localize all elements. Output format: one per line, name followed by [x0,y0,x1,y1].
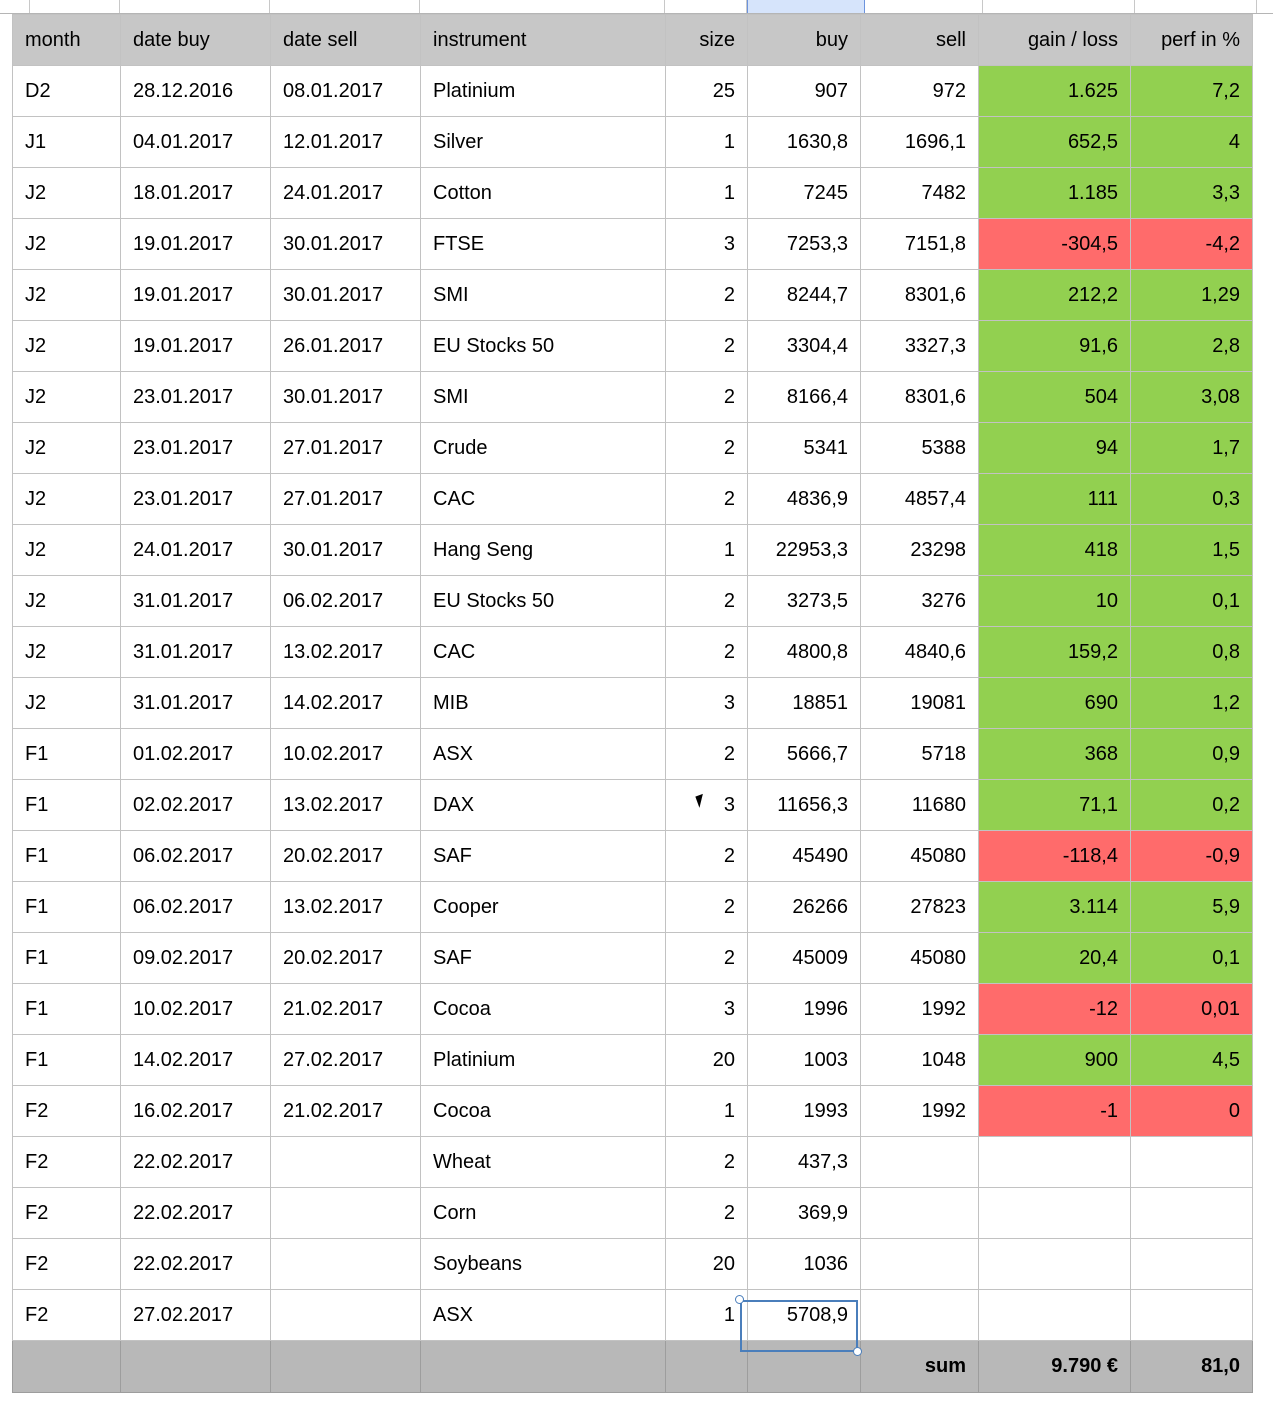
column-header-date-buy[interactable]: date buy [121,15,271,66]
column-header-gain-loss[interactable]: gain / loss [979,15,1131,66]
cell-perf[interactable]: 0,8 [1131,627,1253,678]
cell-buy[interactable]: 7253,3 [748,219,861,270]
cell-buy[interactable]: 8244,7 [748,270,861,321]
cell-gain-loss[interactable]: 690 [979,678,1131,729]
cell-date-buy[interactable]: 06.02.2017 [121,831,271,882]
table-row[interactable] [13,423,1253,474]
cell-perf[interactable]: 0 [1131,1086,1253,1137]
cell-month[interactable]: J2 [13,321,121,372]
cell-date-sell[interactable]: 24.01.2017 [271,168,421,219]
cell-sell[interactable]: 5388 [861,423,979,474]
cell-perf[interactable]: 0,1 [1131,576,1253,627]
cell-size[interactable]: 2 [666,882,748,933]
cell-month[interactable]: F2 [13,1290,121,1341]
column-header-c[interactable] [120,0,270,13]
cell-month[interactable]: F2 [13,1239,121,1290]
cell-size[interactable]: 1 [666,117,748,168]
cell-perf[interactable]: 0,01 [1131,984,1253,1035]
cell-date-sell[interactable]: 21.02.2017 [271,984,421,1035]
table-row[interactable] [13,780,1253,831]
cell-buy[interactable]: 18851 [748,678,861,729]
cell-size[interactable]: 2 [666,321,748,372]
cell-instrument[interactable]: SMI [421,270,666,321]
cell-date-buy[interactable]: 14.02.2017 [121,1035,271,1086]
summary-empty-size [666,1341,748,1393]
table-row[interactable] [13,474,1253,525]
cell-gain-loss[interactable]: 3.114 [979,882,1131,933]
cell-perf[interactable] [1131,1188,1253,1239]
column-header-perf[interactable]: perf in % [1131,15,1253,66]
table-row[interactable] [13,321,1253,372]
cell-month[interactable]: F1 [13,984,121,1035]
cell-size[interactable]: 25 [666,66,748,117]
table-header-row [13,15,1253,66]
cell-date-sell[interactable]: 27.01.2017 [271,474,421,525]
cell-month[interactable]: F1 [13,780,121,831]
cell-sell[interactable]: 1048 [861,1035,979,1086]
cell-size[interactable]: 3 [666,678,748,729]
cell-size[interactable]: 2 [666,933,748,984]
cell-buy[interactable]: 3304,4 [748,321,861,372]
cell-month[interactable]: F2 [13,1086,121,1137]
table-row[interactable] [13,117,1253,168]
cell-perf[interactable]: 4 [1131,117,1253,168]
cell-month[interactable]: J2 [13,474,121,525]
cell-instrument[interactable]: CAC [421,474,666,525]
table-body [13,66,1253,1341]
cell-date-buy[interactable]: 27.02.2017 [121,1290,271,1341]
cell-perf[interactable]: -4,2 [1131,219,1253,270]
table-row[interactable] [13,66,1253,117]
column-header-month[interactable]: month [13,15,121,66]
cell-gain-loss[interactable]: -12 [979,984,1131,1035]
selection-handle-top[interactable] [735,1295,744,1304]
cell-buy[interactable]: 907 [748,66,861,117]
table-row[interactable] [13,219,1253,270]
table-row[interactable] [13,882,1253,933]
cell-date-sell[interactable]: 08.01.2017 [271,66,421,117]
cell-gain-loss[interactable] [979,1188,1131,1239]
cell-instrument[interactable]: Cooper [421,882,666,933]
cell-date-sell[interactable]: 13.02.2017 [271,780,421,831]
cell-month[interactable]: J2 [13,678,121,729]
cell-instrument[interactable]: ASX [421,729,666,780]
cell-date-buy[interactable]: 22.02.2017 [121,1188,271,1239]
cell-size[interactable]: 3 [666,984,748,1035]
cell-gain-loss[interactable]: 1.625 [979,66,1131,117]
cell-size[interactable]: 2 [666,729,748,780]
cell-month[interactable]: J2 [13,372,121,423]
cell-perf[interactable]: 1,29 [1131,270,1253,321]
cell-buy[interactable]: 5708,9 [748,1290,861,1341]
column-header-buy[interactable]: buy [748,15,861,66]
table-row[interactable] [13,525,1253,576]
cell-date-sell[interactable]: 06.02.2017 [271,576,421,627]
cell-date-buy[interactable]: 23.01.2017 [121,372,271,423]
table-row[interactable] [13,1239,1253,1290]
cell-instrument[interactable]: Hang Seng [421,525,666,576]
cell-perf[interactable]: 3,3 [1131,168,1253,219]
cell-sell[interactable]: 3276 [861,576,979,627]
cell-month[interactable]: J2 [13,219,121,270]
column-header-i[interactable] [983,0,1135,13]
column-header-g-selected[interactable] [747,0,865,13]
cell-size[interactable]: 2 [666,423,748,474]
cell-buy[interactable]: 369,9 [748,1188,861,1239]
cell-perf[interactable]: 5,9 [1131,882,1253,933]
cell-gain-loss[interactable]: 1.185 [979,168,1131,219]
cell-date-buy[interactable]: 24.01.2017 [121,525,271,576]
column-header-size[interactable]: size [666,15,748,66]
cell-sell[interactable] [861,1290,979,1341]
cell-sell[interactable]: 19081 [861,678,979,729]
table-row[interactable] [13,168,1253,219]
table-row[interactable] [13,372,1253,423]
column-header-a[interactable] [0,0,30,13]
table-row[interactable] [13,576,1253,627]
cell-buy[interactable]: 5666,7 [748,729,861,780]
cell-instrument[interactable]: Cotton [421,168,666,219]
cell-date-buy[interactable]: 06.02.2017 [121,882,271,933]
cell-buy[interactable]: 4836,9 [748,474,861,525]
cell-month[interactable]: J2 [13,270,121,321]
cell-date-sell[interactable]: 30.01.2017 [271,219,421,270]
cell-month[interactable]: F2 [13,1137,121,1188]
cell-month[interactable]: J2 [13,627,121,678]
cell-gain-loss[interactable]: 111 [979,474,1131,525]
cell-gain-loss[interactable] [979,1239,1131,1290]
cell-sell[interactable]: 7482 [861,168,979,219]
cell-date-sell[interactable]: 30.01.2017 [271,372,421,423]
cell-size[interactable]: 2 [666,474,748,525]
cell-gain-loss[interactable]: -304,5 [979,219,1131,270]
cell-date-sell[interactable]: 26.01.2017 [271,321,421,372]
cell-perf[interactable]: 2,8 [1131,321,1253,372]
column-header-e[interactable] [420,0,665,13]
trades-table [12,14,1253,1393]
cell-month[interactable]: F1 [13,729,121,780]
cell-sell[interactable]: 5718 [861,729,979,780]
cell-date-buy[interactable]: 04.01.2017 [121,117,271,168]
table-row[interactable] [13,1290,1253,1341]
cell-date-buy[interactable]: 31.01.2017 [121,576,271,627]
cell-instrument[interactable]: SAF [421,831,666,882]
cell-size[interactable]: 2 [666,270,748,321]
cell-buy[interactable]: 45490 [748,831,861,882]
column-header-b[interactable] [30,0,120,13]
cell-date-buy[interactable]: 09.02.2017 [121,933,271,984]
cell-perf[interactable] [1131,1290,1253,1341]
cell-perf[interactable] [1131,1239,1253,1290]
cell-size[interactable]: 1 [666,1290,748,1341]
cell-instrument[interactable]: FTSE [421,219,666,270]
cell-instrument[interactable]: Crude [421,423,666,474]
cell-month[interactable]: F2 [13,1188,121,1239]
cell-month[interactable]: F1 [13,933,121,984]
cell-perf[interactable]: 1,7 [1131,423,1253,474]
cell-date-sell[interactable]: 27.01.2017 [271,423,421,474]
cell-date-buy[interactable]: 23.01.2017 [121,423,271,474]
cell-month[interactable]: J2 [13,525,121,576]
cell-gain-loss[interactable] [979,1290,1131,1341]
cell-perf[interactable]: 0,2 [1131,780,1253,831]
cell-perf[interactable]: -0,9 [1131,831,1253,882]
table-row[interactable] [13,1035,1253,1086]
cell-sell[interactable]: 45080 [861,933,979,984]
cell-size[interactable]: 1 [666,168,748,219]
table-row[interactable] [13,270,1253,321]
cell-size[interactable]: 2 [666,1137,748,1188]
cell-sell[interactable]: 1696,1 [861,117,979,168]
cell-gain-loss[interactable]: 652,5 [979,117,1131,168]
summary-empty-date-buy [121,1341,271,1393]
cell-instrument[interactable]: DAX [421,780,666,831]
cell-date-buy[interactable]: 16.02.2017 [121,1086,271,1137]
cell-perf[interactable]: 4,5 [1131,1035,1253,1086]
cell-date-sell[interactable] [271,1290,421,1341]
table-row[interactable] [13,933,1253,984]
cell-instrument[interactable]: EU Stocks 50 [421,321,666,372]
table-row[interactable] [13,1188,1253,1239]
cell-sell[interactable]: 8301,6 [861,372,979,423]
cell-buy[interactable]: 11656,3 [748,780,861,831]
cell-date-buy[interactable]: 23.01.2017 [121,474,271,525]
cell-instrument[interactable]: Soybeans [421,1239,666,1290]
cell-date-sell[interactable]: 10.02.2017 [271,729,421,780]
column-header-f[interactable] [665,0,747,13]
cell-perf[interactable]: 3,08 [1131,372,1253,423]
cell-gain-loss[interactable]: 91,6 [979,321,1131,372]
cell-month[interactable]: F1 [13,1035,121,1086]
cell-date-sell[interactable]: 30.01.2017 [271,270,421,321]
cell-instrument[interactable]: SAF [421,933,666,984]
cell-date-buy[interactable]: 19.01.2017 [121,270,271,321]
cell-gain-loss[interactable]: -1 [979,1086,1131,1137]
cell-gain-loss[interactable]: 20,4 [979,933,1131,984]
table-row[interactable] [13,1137,1253,1188]
cell-size[interactable]: 2 [666,576,748,627]
cell-buy[interactable]: 1996 [748,984,861,1035]
cell-date-sell[interactable]: 14.02.2017 [271,678,421,729]
cell-perf[interactable]: 0,3 [1131,474,1253,525]
cell-month[interactable]: F1 [13,831,121,882]
cell-perf[interactable]: 1,5 [1131,525,1253,576]
cell-gain-loss[interactable]: 71,1 [979,780,1131,831]
cell-gain-loss[interactable]: 94 [979,423,1131,474]
cell-month[interactable]: J1 [13,117,121,168]
cell-size[interactable]: 20 [666,1035,748,1086]
table-row[interactable] [13,984,1253,1035]
cell-perf[interactable]: 0,1 [1131,933,1253,984]
cell-date-buy[interactable]: 22.02.2017 [121,1239,271,1290]
cell-date-sell[interactable]: 20.02.2017 [271,831,421,882]
cell-size[interactable]: 20 [666,1239,748,1290]
summary-empty-date-sell [271,1341,421,1393]
cell-date-buy[interactable]: 31.01.2017 [121,678,271,729]
cell-buy[interactable]: 1993 [748,1086,861,1137]
cell-date-sell[interactable]: 27.02.2017 [271,1035,421,1086]
cell-buy[interactable]: 1036 [748,1239,861,1290]
cell-gain-loss[interactable]: 368 [979,729,1131,780]
column-header-h[interactable] [865,0,983,13]
cell-month[interactable]: J2 [13,423,121,474]
cell-month[interactable]: J2 [13,576,121,627]
cell-buy[interactable]: 4800,8 [748,627,861,678]
cell-date-sell[interactable]: 30.01.2017 [271,525,421,576]
cell-instrument[interactable]: EU Stocks 50 [421,576,666,627]
cell-instrument[interactable]: Silver [421,117,666,168]
cell-sell[interactable]: 7151,8 [861,219,979,270]
cell-buy[interactable]: 437,3 [748,1137,861,1188]
column-header-date-sell[interactable]: date sell [271,15,421,66]
cell-instrument[interactable]: Cocoa [421,1086,666,1137]
cell-month[interactable]: J2 [13,168,121,219]
cell-size[interactable]: 1 [666,525,748,576]
cell-gain-loss[interactable]: 418 [979,525,1131,576]
cell-perf[interactable]: 7,2 [1131,66,1253,117]
cell-month[interactable]: D2 [13,66,121,117]
cell-buy[interactable]: 3273,5 [748,576,861,627]
cell-size[interactable]: 2 [666,372,748,423]
cell-sell[interactable] [861,1188,979,1239]
cell-buy[interactable]: 8166,4 [748,372,861,423]
cell-buy[interactable]: 1003 [748,1035,861,1086]
cell-date-buy[interactable]: 22.02.2017 [121,1137,271,1188]
summary-empty-month [13,1341,121,1393]
cell-gain-loss[interactable]: -118,4 [979,831,1131,882]
column-header-strip[interactable] [0,0,1273,14]
cell-sell[interactable] [861,1137,979,1188]
cell-date-sell[interactable]: 20.02.2017 [271,933,421,984]
cell-sell[interactable]: 972 [861,66,979,117]
table-row[interactable] [13,678,1253,729]
cell-instrument[interactable]: MIB [421,678,666,729]
cell-sell[interactable]: 1992 [861,984,979,1035]
summary-label: sum [861,1341,979,1393]
cell-perf[interactable]: 0,9 [1131,729,1253,780]
cell-month[interactable]: F1 [13,882,121,933]
summary-empty-buy [748,1341,861,1393]
summary-perf-total: 81,0 [1131,1341,1253,1393]
cell-perf[interactable] [1131,1137,1253,1188]
cell-date-buy[interactable]: 31.01.2017 [121,627,271,678]
cell-size[interactable]: 2 [666,1188,748,1239]
cell-instrument[interactable]: Platinium [421,66,666,117]
column-header-instrument[interactable]: instrument [421,15,666,66]
cell-gain-loss[interactable] [979,1137,1131,1188]
cell-instrument[interactable]: Cocoa [421,984,666,1035]
column-header-j[interactable] [1135,0,1257,13]
cell-buy[interactable]: 22953,3 [748,525,861,576]
cell-date-sell[interactable]: 21.02.2017 [271,1086,421,1137]
cell-date-buy[interactable]: 18.01.2017 [121,168,271,219]
cell-date-buy[interactable]: 19.01.2017 [121,321,271,372]
cell-size[interactable]: 2 [666,627,748,678]
column-header-d[interactable] [270,0,420,13]
cell-gain-loss[interactable]: 504 [979,372,1131,423]
cell-date-buy[interactable]: 10.02.2017 [121,984,271,1035]
cell-buy[interactable]: 1630,8 [748,117,861,168]
cell-sell[interactable]: 4857,4 [861,474,979,525]
table-row[interactable] [13,627,1253,678]
cell-date-buy[interactable]: 19.01.2017 [121,219,271,270]
cell-gain-loss[interactable]: 10 [979,576,1131,627]
cell-size[interactable]: 3 [666,780,748,831]
cell-date-sell[interactable]: 13.02.2017 [271,882,421,933]
cell-gain-loss[interactable]: 212,2 [979,270,1131,321]
table-row[interactable] [13,831,1253,882]
cell-buy[interactable]: 7245 [748,168,861,219]
cell-date-sell[interactable] [271,1239,421,1290]
cell-sell[interactable]: 3327,3 [861,321,979,372]
cell-instrument[interactable]: Platinium [421,1035,666,1086]
cell-sell[interactable]: 45080 [861,831,979,882]
cell-date-buy[interactable]: 28.12.2016 [121,66,271,117]
cell-gain-loss[interactable]: 159,2 [979,627,1131,678]
cell-instrument[interactable]: SMI [421,372,666,423]
cell-instrument[interactable]: Wheat [421,1137,666,1188]
cell-instrument[interactable]: ASX [421,1290,666,1341]
selection-handle-bottom[interactable] [853,1347,862,1356]
cell-perf[interactable]: 1,2 [1131,678,1253,729]
cell-size[interactable]: 3 [666,219,748,270]
summary-empty-instrument [421,1341,666,1393]
cell-date-sell[interactable] [271,1188,421,1239]
cell-size[interactable]: 2 [666,831,748,882]
cell-sell[interactable] [861,1239,979,1290]
table-row[interactable] [13,729,1253,780]
cell-sell[interactable]: 1992 [861,1086,979,1137]
cell-date-buy[interactable]: 01.02.2017 [121,729,271,780]
cell-sell[interactable]: 27823 [861,882,979,933]
summary-gain-total: 9.790 € [979,1341,1131,1393]
cell-gain-loss[interactable]: 900 [979,1035,1131,1086]
cell-buy[interactable]: 5341 [748,423,861,474]
cell-date-sell[interactable]: 12.01.2017 [271,117,421,168]
cell-sell[interactable]: 4840,6 [861,627,979,678]
cell-date-sell[interactable] [271,1137,421,1188]
cell-sell[interactable]: 23298 [861,525,979,576]
cell-date-sell[interactable]: 13.02.2017 [271,627,421,678]
table-row[interactable] [13,1086,1253,1137]
cell-sell[interactable]: 11680 [861,780,979,831]
cell-buy[interactable]: 45009 [748,933,861,984]
cell-buy[interactable]: 26266 [748,882,861,933]
cell-instrument[interactable]: Corn [421,1188,666,1239]
cell-date-buy[interactable]: 02.02.2017 [121,780,271,831]
cell-instrument[interactable]: CAC [421,627,666,678]
cell-sell[interactable]: 8301,6 [861,270,979,321]
column-header-sell[interactable]: sell [861,15,979,66]
cell-size[interactable]: 1 [666,1086,748,1137]
summary-row [13,1341,1253,1393]
